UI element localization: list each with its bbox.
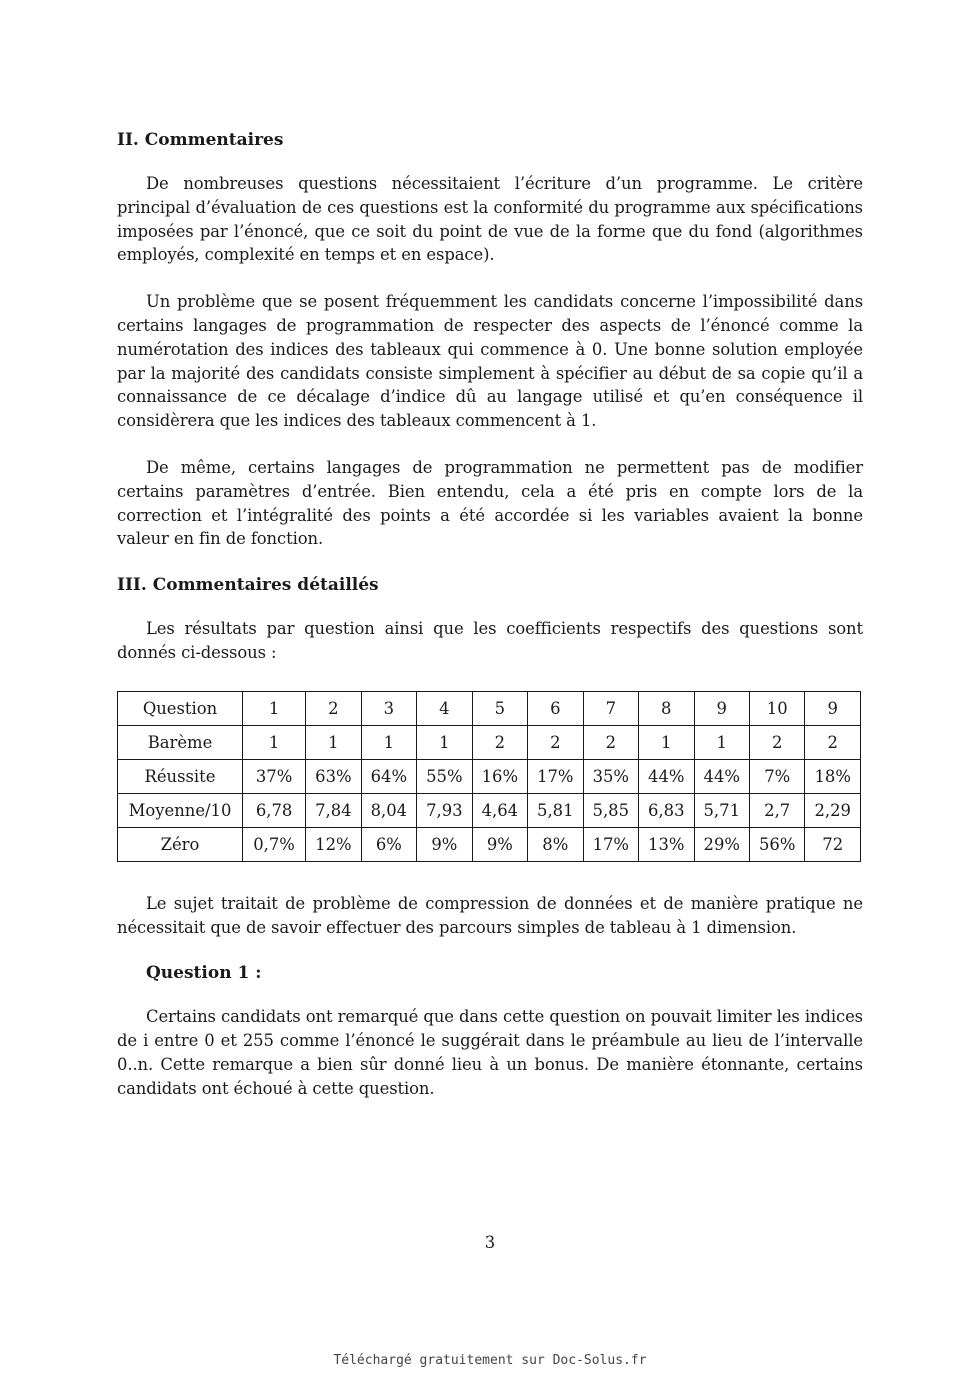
table-row-header: Zéro [118, 827, 243, 861]
table-cell: 1 [694, 725, 749, 759]
table-row [118, 725, 861, 759]
table-cell: 6% [361, 827, 416, 861]
footer-download-note: Téléchargé gratuitement sur Doc-Solus.fr [333, 1353, 647, 1368]
page-number: 3 [484, 1233, 496, 1252]
table-cell: 7% [750, 759, 805, 793]
table-cell: 8% [528, 827, 583, 861]
table-cell: 5,81 [528, 793, 583, 827]
table-cell: 44% [694, 759, 749, 793]
paragraph-question-1: Certains candidats ont remarqué que dans cette question on pouvait limiter les indices de i entre 0 et 255 comme l’énoncé le suggérait dans le préambule au lieu de l’intervalle 0..n. Cette remarque a bien sûr donné lieu à un bonus. De manière étonnante, certains candidats ont échoué à cette question. [117, 1007, 863, 1098]
table-row [118, 793, 861, 827]
table-cell: 9 [805, 691, 861, 725]
table-row [118, 759, 861, 793]
table-row [118, 827, 861, 861]
table-cell: 4 [417, 691, 472, 725]
table-row-header: Réussite [118, 759, 243, 793]
table-cell: 18% [805, 759, 861, 793]
paragraph-intro: Les résultats par question ainsi que les coefficients respectifs des questions sont donnés ci-dessous : [117, 619, 863, 662]
table-cell: 17% [583, 827, 638, 861]
table-row-header: Moyenne/10 [118, 793, 243, 827]
table-row-header: Barème [118, 725, 243, 759]
table-cell: 7,84 [306, 793, 361, 827]
table-cell: 1 [243, 691, 306, 725]
table-cell: 56% [750, 827, 805, 861]
table-cell: 7,93 [417, 793, 472, 827]
table-cell: 5,71 [694, 793, 749, 827]
section-heading-commentaires-detailles: III. Commentaires détaillés [117, 575, 379, 596]
table-cell: 7 [583, 691, 638, 725]
table-cell: 10 [750, 691, 805, 725]
page-content [117, 126, 863, 1101]
table-cell: 9% [472, 827, 527, 861]
paragraph: Un problème que se posent fréquemment les candidats concerne l’impossibilité dans certains langages de programmation de respecter des aspects de l’énoncé comme la numérotation des indices des tableaux qui commence à 0. Une bonne solution employée par la majorité des candidats consiste simplement à spécifier au début de sa copie qu’il a connaissance de ce décalage d’indice dû au langage utilisé et qu’en conséquence il considèrera que les indices des tableaux commencent à 1. [117, 292, 863, 431]
table-cell: 2,29 [805, 793, 861, 827]
table-cell: 2,7 [750, 793, 805, 827]
table-cell: 29% [694, 827, 749, 861]
table-cell: 9 [694, 691, 749, 725]
table-cell: 2 [583, 725, 638, 759]
table-cell: 4,64 [472, 793, 527, 827]
table-cell: 8 [639, 691, 694, 725]
paragraph-sujet: Le sujet traitait de problème de compression de données et de manière pratique ne nécessitait que de savoir effectuer des parcours simples de tableau à 1 dimension. [117, 893, 863, 937]
table-cell: 1 [361, 725, 416, 759]
table-cell: 1 [417, 725, 472, 759]
paragraph: De même, certains langages de programmation ne permettent pas de modifier certains paramètres d’entrée. Bien entendu, cela a été pris en compte lors de la correction et l’intégralité des points a été accordée si les variables avaient la bonne valeur en fin de fonction. [117, 457, 863, 549]
table-cell: 2 [528, 725, 583, 759]
table-cell: 2 [306, 691, 361, 725]
table-cell: 9% [417, 827, 472, 861]
table-cell: 1 [306, 725, 361, 759]
table-cell: 1 [243, 725, 306, 759]
table-cell: 55% [417, 759, 472, 793]
table-cell: 6,83 [639, 793, 694, 827]
table-row-header: Question [118, 691, 243, 725]
table-cell: 2 [805, 725, 861, 759]
section-heading-commentaires: II. Commentaires [117, 130, 284, 150]
table-cell: 6,78 [243, 793, 306, 827]
table-cell: 5 [472, 691, 527, 725]
table-cell: 1 [639, 725, 694, 759]
table-cell: 63% [306, 759, 361, 793]
table-cell: 6 [528, 691, 583, 725]
table-cell: 44% [639, 759, 694, 793]
table-cell: 12% [306, 827, 361, 861]
table-cell: 13% [639, 827, 694, 861]
table-cell: 37% [243, 759, 306, 793]
table-cell: 17% [528, 759, 583, 793]
table-cell: 5,85 [583, 793, 638, 827]
table-cell: 2 [750, 725, 805, 759]
question-1-heading: Question 1 : [146, 963, 262, 984]
table-row [118, 691, 861, 725]
table-cell: 16% [472, 759, 527, 793]
results-table [117, 691, 861, 862]
table-cell: 0,7% [243, 827, 306, 861]
table-cell: 35% [583, 759, 638, 793]
table-cell: 64% [361, 759, 416, 793]
table-cell: 2 [472, 725, 527, 759]
table-cell: 8,04 [361, 793, 416, 827]
table-cell: 3 [361, 691, 416, 725]
table-cell: 72 [805, 827, 861, 861]
paragraph: De nombreuses questions nécessitaient l’écriture d’un programme. Le critère principal d’évaluation de ces questions est la conformité du programme aux spécifications imposées par l’énoncé, que ce soit du point de vue de la forme que du fond (algorithmes employés, complexité en temps et en espace). [117, 174, 863, 265]
